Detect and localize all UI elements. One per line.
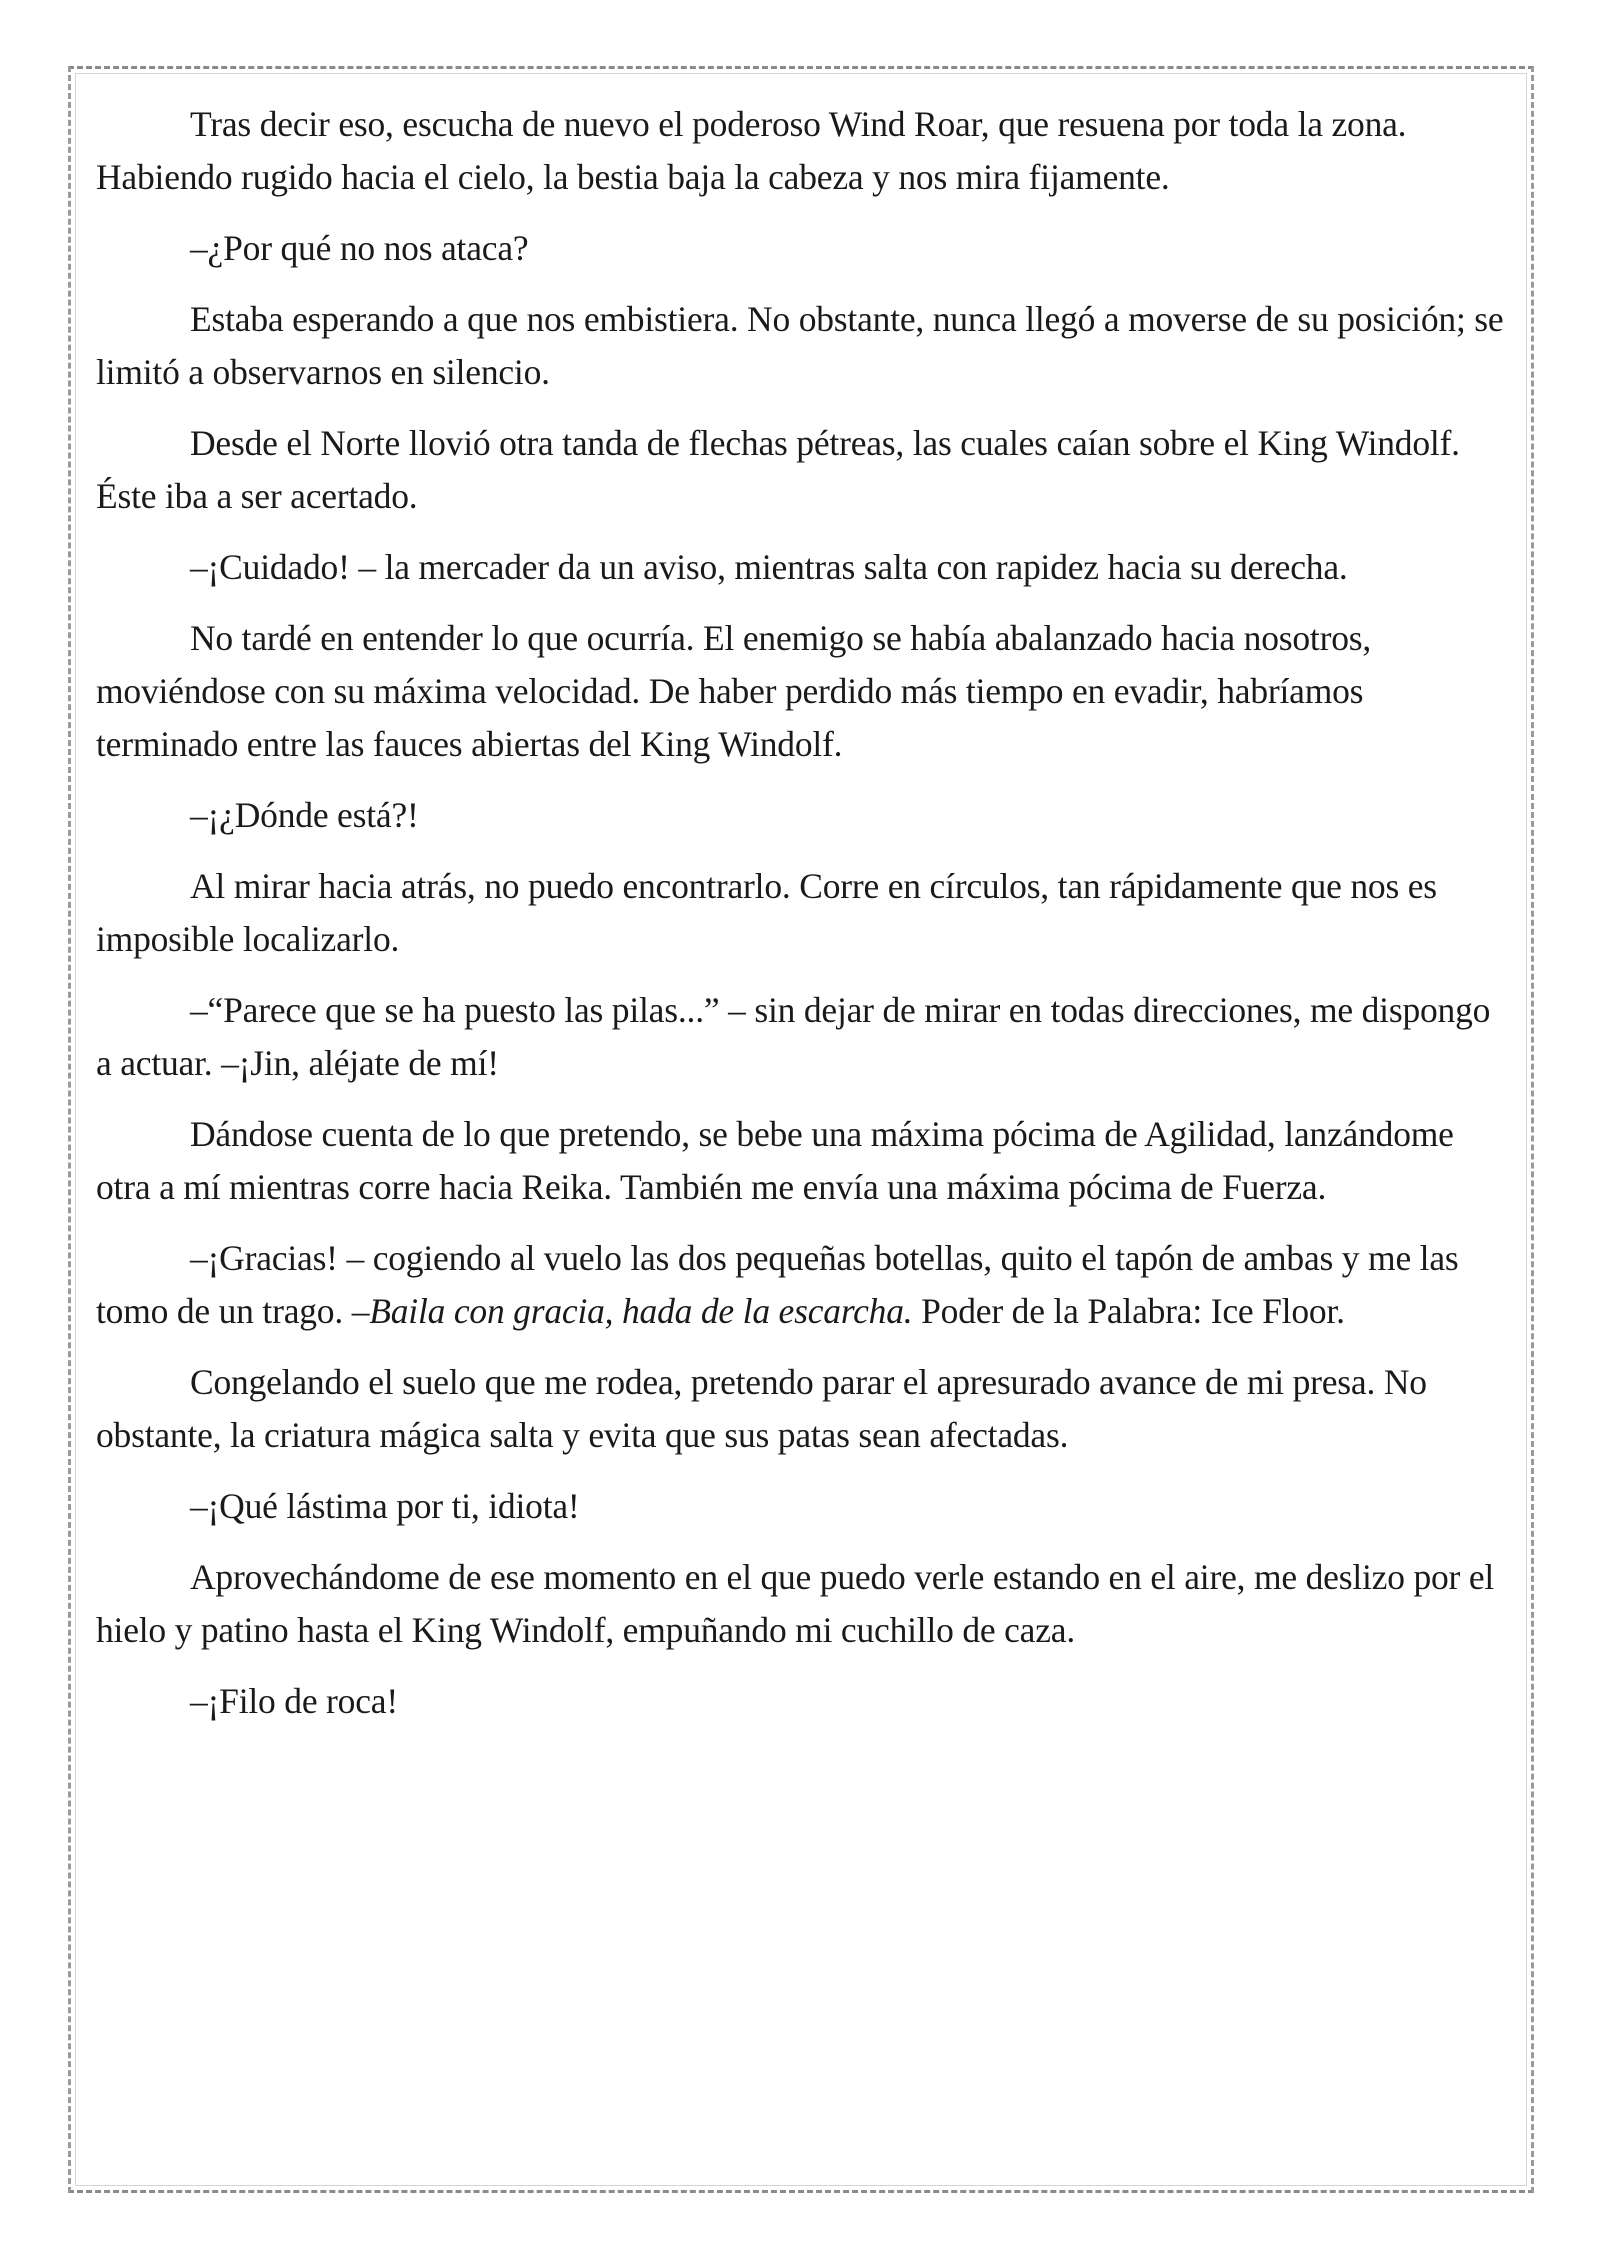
- paragraph: Aprovechándome de ese momento en el que puedo verle estando en el aire, me deslizo por el hielo y patino hasta el King Windolf, empuñando mi cuchillo de caza.: [96, 1557, 1495, 1650]
- incantation-italic: Baila con gracia, hada de la escarcha.: [369, 1291, 913, 1331]
- paragraph: Estaba esperando a que nos embistiera. No obstante, nunca llegó a moverse de su posición; se limitó a observarnos en silencio.: [96, 299, 1504, 392]
- dialogue-line: –¿Por qué no nos ataca?: [190, 228, 529, 268]
- dialogue-line: –¡¿Dónde está?!: [190, 795, 419, 835]
- paragraph: Dándose cuenta de lo que pretendo, se bebe una máxima pócima de Agilidad, lanzándome otra a mí mientras corre hacia Reika. También me envía una máxima pócima de Fuerza.: [96, 1114, 1454, 1207]
- dialogue-line: –¡Qué lástima por ti, idiota!: [190, 1486, 580, 1526]
- dialogue-line: –“Parece que se ha puesto las pilas...” – sin dejar de mirar en todas direcciones, me dispongo a actuar. –¡Jin, aléjate de mí!: [96, 990, 1491, 1083]
- dialogue-line: –¡Cuidado! – la mercader da un aviso, mientras salta con rapidez hacia su derecha.: [190, 547, 1348, 587]
- paragraph: Al mirar hacia atrás, no puedo encontrarlo. Corre en círculos, tan rápidamente que nos es imposible localizarlo.: [96, 866, 1437, 959]
- paragraph: Congelando el suelo que me rodea, pretendo parar el apresurado avance de mi presa. No obstante, la criatura mágica salta y evita que sus patas sean afectadas.: [96, 1362, 1427, 1455]
- paragraph: Desde el Norte llovió otra tanda de flechas pétreas, las cuales caían sobre el King Windolf. Éste iba a ser acertado.: [96, 423, 1460, 516]
- paragraph: No tardé en entender lo que ocurría. El enemigo se había abalanzado hacia nosotros, moviéndose con su máxima velocidad. De haber perdido más tiempo en evadir, habríamos terminado entre las fauces abiertas del King Windolf.: [96, 618, 1372, 764]
- dialogue-line: –¡Filo de roca!: [190, 1681, 398, 1721]
- dialogue-text: –¡Gracias! – cogiendo al vuelo las dos pequeñas botellas, quito el tapón de ambas y me las tomo de un trago. –: [96, 1238, 1459, 1331]
- dialogue-line-with-incantation: [96, 1232, 1508, 1338]
- spell-name-text: Poder de la Palabra: Ice Floor.: [912, 1291, 1345, 1331]
- paragraph: Tras decir eso, escucha de nuevo el poderoso Wind Roar, que resuena por toda la zona. Habiendo rugido hacia el cielo, la bestia baja la cabeza y nos mira fijamente.: [96, 104, 1407, 197]
- document-body: [96, 98, 1508, 1746]
